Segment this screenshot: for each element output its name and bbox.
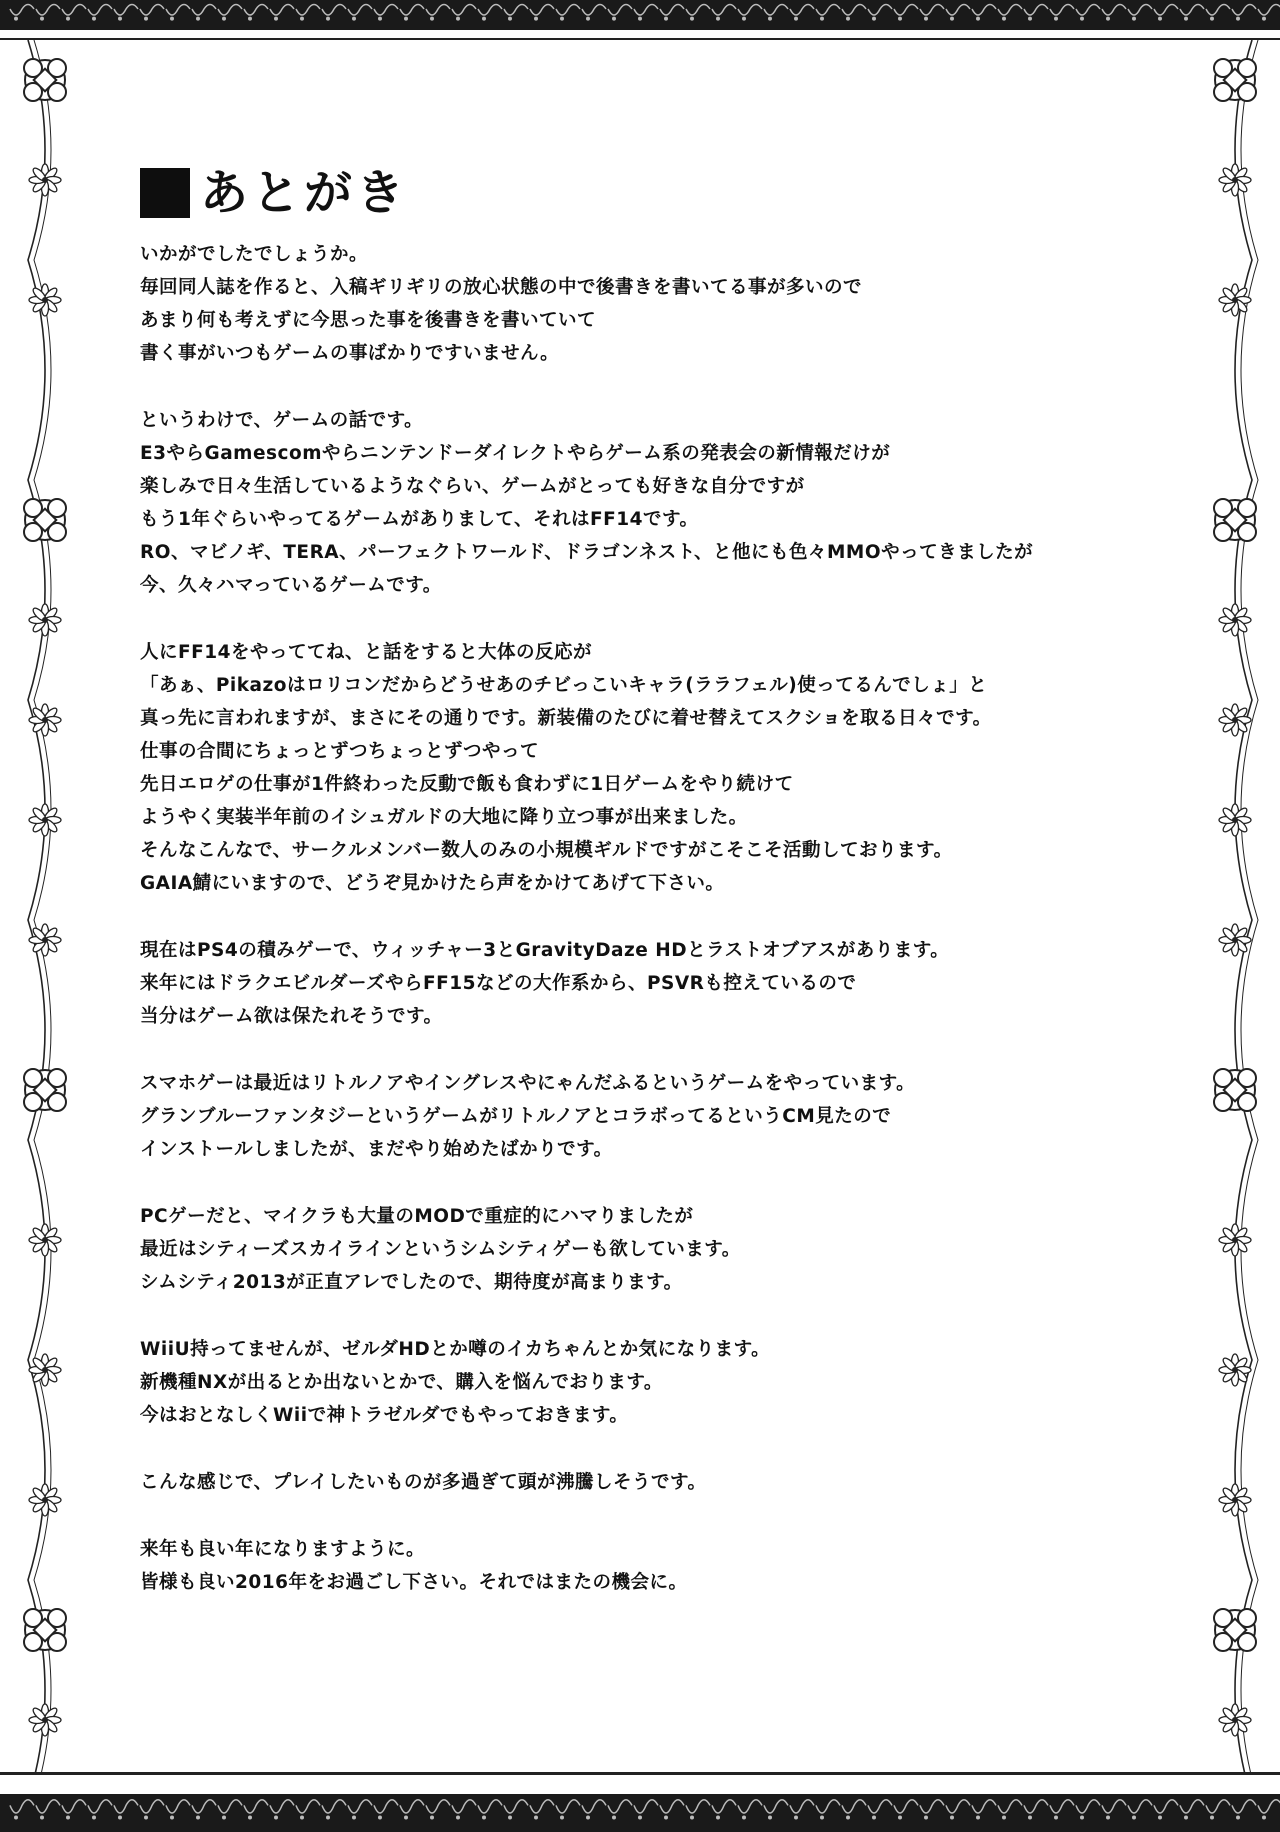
bottom-border-rule	[0, 1772, 1280, 1775]
text-line: 現在はPS4の積みゲーで、ウィッチャー3とGravityDaze HDとラストオブアスがあります。	[140, 940, 950, 961]
text-line: グランブルーファンタジーというゲームがリトルノアとコラボってるというCM見たので	[140, 1106, 892, 1127]
text-line: もう1年ぐらいやってるゲームがありまして、それはFF14です。	[140, 509, 699, 530]
text-line: 来年も良い年になりますように。	[140, 1539, 426, 1560]
bottom-decorative-band	[0, 1794, 1280, 1832]
text-line: 今、久々ハマっているゲームです。	[140, 575, 442, 596]
text-line: いかがでしたでしょうか。	[140, 244, 369, 265]
paragraph	[140, 1333, 1150, 1432]
paragraph	[140, 1067, 1150, 1166]
paragraph	[140, 636, 1150, 900]
paragraph	[140, 238, 1150, 370]
top-decorative-band	[0, 0, 1280, 30]
text-line: 新機種NXが出るとか出ないとかで、購入を悩んでおります。	[140, 1372, 663, 1393]
text-line: GAIA鯖にいますので、どうぞ見かけたら声をかけてあげて下さい。	[140, 873, 725, 894]
text-line: E3やらGamescomやらニンテンドーダイレクトやらゲーム系の発表会の新情報だけが	[140, 443, 891, 464]
paragraph	[140, 1533, 1150, 1599]
text-line: インストールしましたが、まだやり始めたばかりです。	[140, 1139, 613, 1160]
left-vine-ornament	[0, 40, 90, 1772]
text-line: 最近はシティーズスカイラインというシムシティゲーも欲しています。	[140, 1239, 741, 1260]
text-line: あまり何も考えずに今思った事を後書きを書いていて	[140, 310, 597, 331]
paragraph	[140, 934, 1150, 1033]
page-title	[140, 165, 408, 221]
title-text: あとがき	[200, 165, 409, 221]
text-line: 来年にはドラクエビルダーズやらFF15などの大作系から、PSVRも控えているので	[140, 973, 857, 994]
text-line: 当分はゲーム欲は保たれそうです。	[140, 1006, 443, 1027]
text-line: 書く事がいつもゲームの事ばかりですいません。	[140, 343, 560, 364]
paragraph	[140, 404, 1150, 602]
paragraph	[140, 1200, 1150, 1299]
text-line: スマホゲーは最近はリトルノアやイングレスやにゃんだふるというゲームをやっています。	[140, 1073, 916, 1094]
text-line: 人にFF14をやっててね、と話をすると大体の反応が	[140, 642, 593, 663]
text-line: 先日エロゲの仕事が1件終わった反動で飯も食わずに1日ゲームをやり続けて	[140, 774, 794, 795]
text-line: そんなこんなで、サークルメンバー数人のみの小規模ギルドですがこそこそ活動しております。	[140, 840, 953, 861]
text-line: 今はおとなしくWiiで神トラゼルダでもやっておきます。	[140, 1405, 629, 1426]
text-line: PCゲーだと、マイクラも大量のMODで重症的にハマりましたが	[140, 1206, 694, 1227]
text-line: 「あぁ、Pikazoはロリコンだからどうせあのチビっこいキャラ(ララフェル)使ってるんでしょ」と	[140, 675, 988, 696]
paragraph	[140, 1466, 1150, 1499]
top-border-rule	[0, 38, 1280, 40]
text-line: というわけで、ゲームの話です。	[140, 410, 424, 431]
text-line: ようやく実装半年前のイシュガルドの大地に降り立つ事が出来ました。	[140, 807, 748, 828]
text-line: シムシティ2013が正直アレでしたので、期待度が高まります。	[140, 1272, 683, 1293]
text-line: 楽しみで日々生活しているようなぐらい、ゲームがとっても好きな自分ですが	[140, 476, 805, 497]
text-line: こんな感じで、プレイしたいものが多過ぎて頭が沸騰しそうです。	[140, 1472, 707, 1493]
bottom-lace-pattern	[0, 1794, 1280, 1832]
text-line: 毎回同人誌を作ると、入稿ギリギリの放心状態の中で後書きを書いてる事が多いので	[140, 277, 863, 298]
afterword-body	[140, 238, 1150, 1633]
text-line: WiiU持ってませんが、ゼルダHDとか噂のイカちゃんとか気になります。	[140, 1339, 771, 1360]
text-line: 真っ先に言われますが、まさにその通りです。新装備のたびに着せ替えてスクショを取る日々です。	[140, 708, 992, 729]
text-line: 仕事の合間にちょっとずつちょっとずつやって	[140, 741, 540, 762]
text-line: RO、マビノギ、TERA、パーフェクトワールド、ドラゴンネスト、と他にも色々MMOやってきましたが	[140, 542, 1034, 563]
right-vine-ornament	[1190, 40, 1280, 1772]
text-line: 皆様も良い2016年をお過ごし下さい。それではまたの機会に。	[140, 1572, 688, 1593]
title-square-icon	[140, 168, 190, 218]
top-lace-pattern	[0, 0, 1280, 30]
